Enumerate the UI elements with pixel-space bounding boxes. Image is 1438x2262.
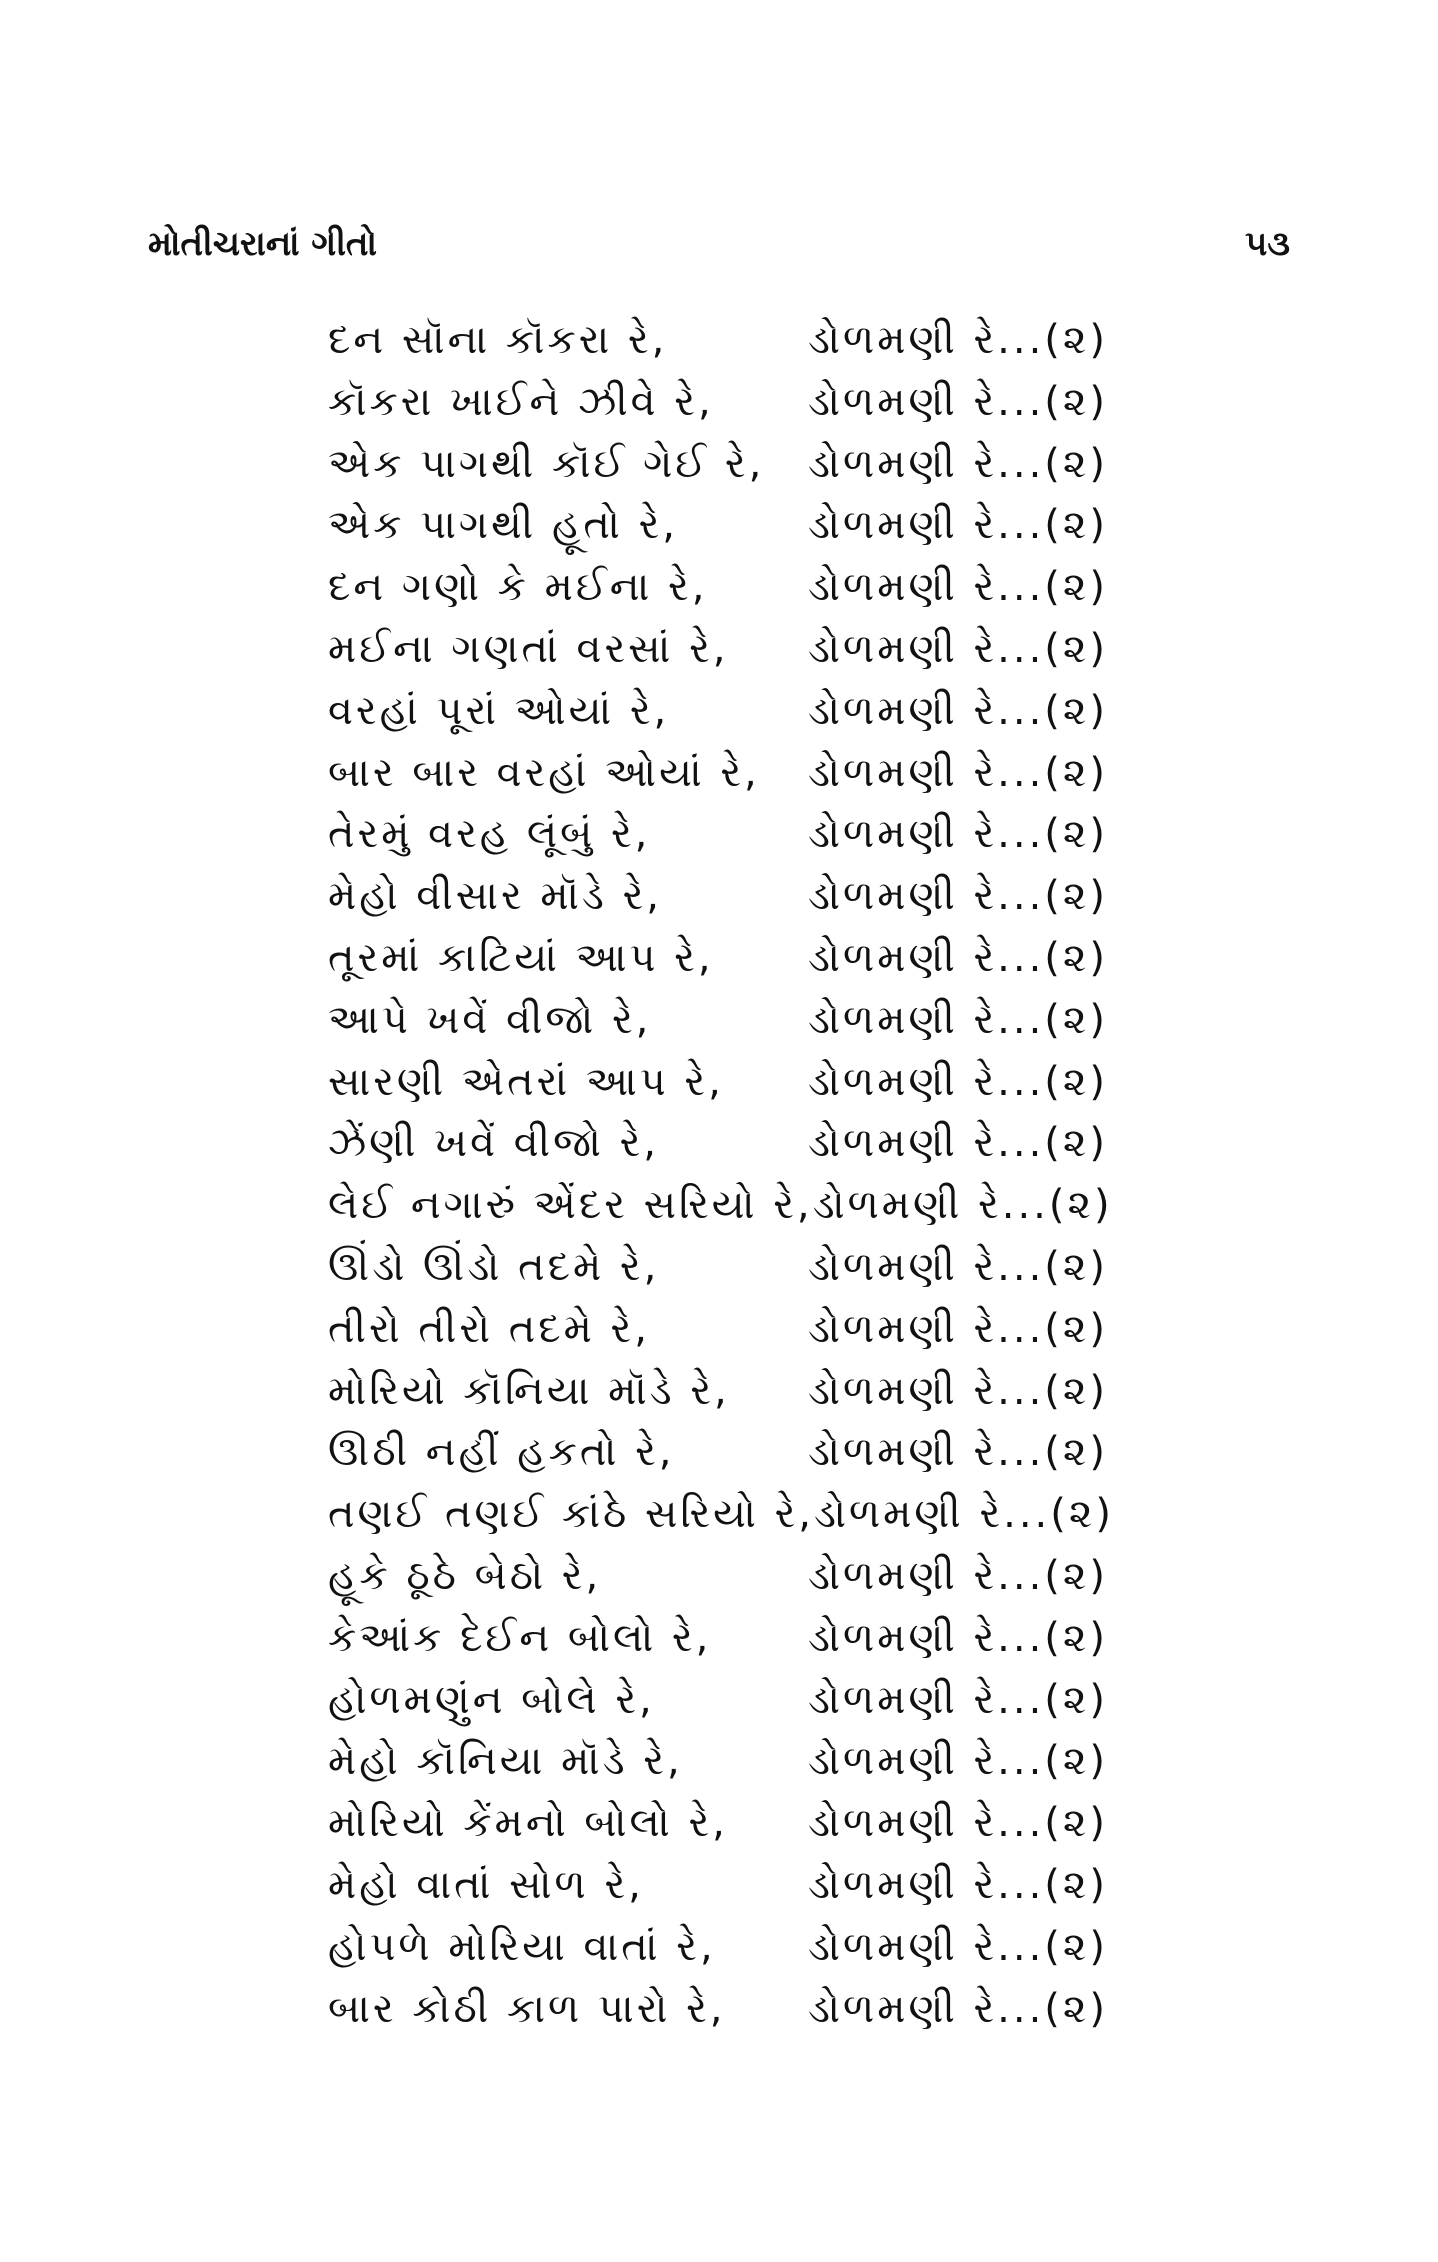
verse-line [328, 1484, 1114, 1546]
verse-line [328, 1608, 1108, 1670]
verse-refrain: ડોળમણી રે...(૨) [808, 749, 1108, 796]
verse-line [328, 310, 1108, 372]
verse-line [328, 866, 1108, 928]
verse-refrain: ડોળમણી રે...(૨) [808, 625, 1108, 672]
verse-line [328, 1237, 1108, 1299]
verse-text: બાર કોઠી કાળ પારો રે, [328, 1985, 726, 2032]
verse-refrain: ડોળમણી રે...(૨) [808, 378, 1108, 425]
verse-text: મેહો વાતાં સોળ રે, [328, 1861, 644, 1908]
verse-text: વરહાં પૂરાં ઓયાં રે, [328, 687, 670, 734]
verse-text: મોરિયો કૉનિયા મૉડે રે, [328, 1367, 730, 1414]
verse-text: દન ગણો કે મઈના રે, [328, 564, 708, 611]
verse-refrain: ડોળમણી રે...(૨) [808, 687, 1108, 734]
verse-text: હૂકે ઠૂઠે બેઠો રે, [328, 1552, 602, 1599]
verse-refrain: ડોળમણી રે...(૨) [808, 564, 1108, 611]
verse-refrain: ડોળમણી રે...(૨) [808, 1243, 1108, 1290]
verse-text: સારણી એતરાં આપ રે, [328, 1058, 724, 1105]
verse-text: મઈના ગણતાં વરસાં રે, [328, 625, 729, 672]
verse-refrain: ડોળમણી રે...(૨) [808, 1738, 1108, 1785]
verse-line [328, 495, 1108, 557]
verse-text: હોપળે મોરિયા વાતાં રે, [328, 1923, 716, 1970]
verse-text: મોરિયો કેંમનો બોલો રે, [328, 1800, 728, 1847]
verse-line [328, 1113, 1108, 1175]
verse-refrain: ડોળમણી રે...(૨) [808, 1676, 1108, 1723]
verse-refrain: ડોળમણી રે...(૨) [808, 1985, 1108, 2032]
verse-line [328, 1546, 1108, 1608]
verse-line [328, 1855, 1108, 1917]
verse-text: તીરો તીરો તદમે રે, [328, 1305, 650, 1352]
verse-line [328, 1731, 1108, 1793]
verse-line [328, 990, 1108, 1052]
verse-refrain: ડોળમણી રે...(૨) [808, 440, 1108, 487]
header-title: મોતીચરાનાં ગીતો [148, 224, 377, 264]
verse-line [328, 1422, 1108, 1484]
verse-line [328, 681, 1108, 743]
verse-line [328, 1052, 1108, 1114]
running-header [148, 214, 1290, 274]
verse-refrain: ડોળમણી રે...(૨) [808, 317, 1108, 363]
verse-line [328, 804, 1108, 866]
verse-refrain: ડોળમણી રે...(૨) [814, 1491, 1114, 1538]
verse-refrain: ડોળમણી રે...(૨) [808, 1058, 1108, 1105]
verse-refrain: ડોળમણી રે...(૨) [808, 1367, 1108, 1414]
verse-text: ઊંડો ઊંડો તદમે રે, [328, 1243, 660, 1290]
verse-text: મેહો કૉનિયા મૉડે રે, [328, 1738, 683, 1785]
verse-text: બાર બાર વરહાં ઓયાં રે, [328, 749, 760, 796]
verse-line [328, 1299, 1108, 1361]
verse-text: તણઈ તણઈ કાંઠે સરિયો રે, [328, 1491, 815, 1538]
verse-text: લેઈ નગારું એંદર સરિયો રે, [328, 1182, 813, 1229]
verse-text: હોળમણુંન બોલે રે, [328, 1676, 655, 1723]
verse-refrain: ડોળમણી રે...(૨) [808, 1120, 1108, 1167]
verse-refrain: ડોળમણી રે...(૨) [808, 1800, 1108, 1847]
verse-text: આપે ખવેં વીજો રે, [328, 996, 652, 1043]
verse-refrain: ડોળમણી રે...(૨) [808, 1861, 1108, 1908]
verse-refrain: ડોળમણી રે...(૨) [808, 1614, 1108, 1661]
verse-refrain: ડોળમણી રે...(૨) [808, 811, 1108, 858]
verse-refrain: ડોળમણી રે...(૨) [808, 934, 1108, 981]
verse-text: તેરમું વરહ લૂંબું રે, [328, 811, 651, 858]
verse-text: કેઆંક દેઈન બોલો રે, [328, 1614, 712, 1661]
song-verses [328, 310, 1114, 2040]
verse-refrain: ડોળમણી રે...(૨) [808, 996, 1108, 1043]
verse-text: કૉકરા ખાઈને ઝીવે રે, [328, 378, 714, 425]
verse-line [328, 1793, 1108, 1855]
verse-refrain: ડોળમણી રે...(૨) [812, 1182, 1113, 1229]
verse-refrain: ડોળમણી રે...(૨) [808, 1429, 1108, 1476]
verse-refrain: ડોળમણી રે...(૨) [808, 1923, 1108, 1970]
verse-refrain: ડોળમણી રે...(૨) [808, 1552, 1108, 1599]
verse-text: એક પાગથી કૉઈ ગેઈ રે, [328, 440, 765, 487]
verse-line [328, 1361, 1108, 1423]
verse-line [328, 1979, 1108, 2041]
verse-line [328, 1670, 1108, 1732]
verse-line [328, 1917, 1108, 1979]
verse-line [328, 619, 1108, 681]
verse-line [328, 557, 1108, 619]
verse-text: તૂરમાં કાટિયાં આપ રે, [328, 934, 714, 981]
verse-line [328, 434, 1108, 496]
verse-text: ઊઠી નહીં હકતો રે, [328, 1429, 675, 1476]
verse-text: મેહો વીસાર મૉડે રે, [328, 873, 662, 920]
verse-refrain: ડોળમણી રે...(૨) [808, 1305, 1108, 1352]
verse-line [328, 743, 1108, 805]
verse-refrain: ડોળમણી રે...(૨) [808, 502, 1108, 549]
verse-text: એક પાગથી હૂતો રે, [328, 502, 679, 549]
page-number: ૫૩ [1245, 224, 1290, 264]
verse-text: ઝેંણી ખવેં વીજો રે, [328, 1120, 660, 1167]
verse-line [328, 928, 1108, 990]
verse-line [328, 372, 1108, 434]
verse-line [328, 1175, 1113, 1237]
verse-refrain: ડોળમણી રે...(૨) [808, 873, 1108, 920]
verse-text: દન સૉના કૉકરા રે, [328, 317, 668, 363]
